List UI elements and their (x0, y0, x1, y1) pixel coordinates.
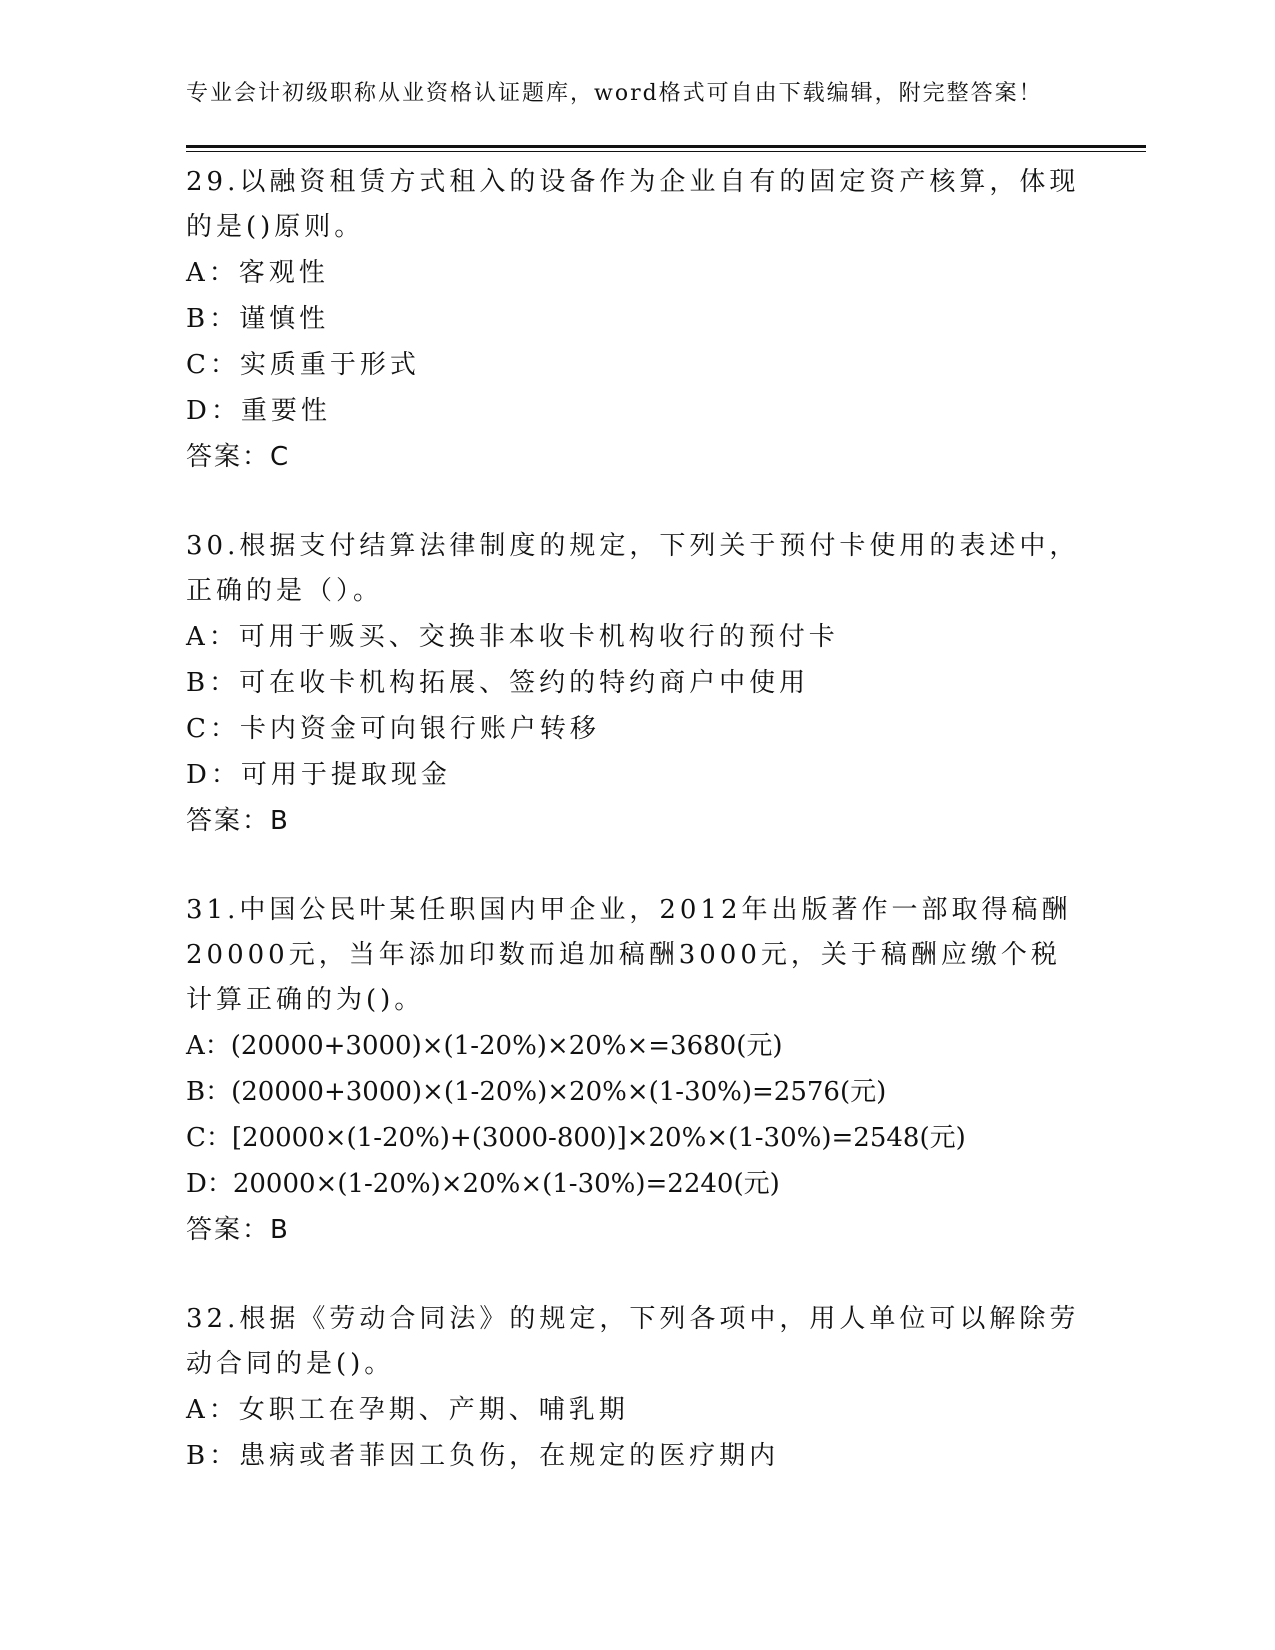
option-c: C：实质重于形式 (186, 350, 420, 380)
option-c: C：[20000×(1-20%)+(3000-800)]×20%×(1-30%)=2548(元) (186, 1123, 966, 1153)
question-30 (186, 524, 1086, 844)
question-stem: 29.以融资租赁方式租入的设备作为企业自有的固定资产核算，体现的是()原则。 (186, 167, 1080, 242)
question-list (186, 160, 1086, 1523)
option-d: D：可用于提取现金 (186, 760, 451, 790)
option-a: A：可用于贩买、交换非本收卡机构收行的预付卡 (186, 622, 839, 652)
header-rule-thick (186, 145, 1146, 148)
question-32 (186, 1297, 1086, 1479)
question-29 (186, 160, 1086, 480)
header-rule-thin (186, 151, 1146, 152)
option-d: D：重要性 (186, 396, 331, 426)
option-a: A：(20000+3000)×(1-20%)×20%×=3680(元) (186, 1031, 783, 1061)
option-b: B：患病或者菲因工负伤，在规定的医疗期内 (186, 1441, 780, 1471)
answer-line: 答案：B (186, 1215, 290, 1245)
page-header: 专业会计初级职称从业资格认证题库，word格式可自由下载编辑，附完整答案！ (186, 81, 1043, 106)
option-b: B：(20000+3000)×(1-20%)×20%×(1-30%)=2576(元) (186, 1077, 887, 1107)
question-stem: 30.根据支付结算法律制度的规定，下列关于预付卡使用的表述中，正确的是（）。 (186, 531, 1080, 606)
answer-line: 答案：C (186, 442, 291, 472)
option-b: B：可在收卡机构拓展、签约的特约商户中使用 (186, 668, 810, 698)
option-a: A：客观性 (186, 258, 329, 288)
answer-line: 答案：B (186, 806, 290, 836)
question-stem: 31.中国公民叶某任职国内甲企业，2012年出版著作一部取得稿酬20000元，当年添加印数而追加稿酬3000元，关于稿酬应缴个税计算正确的为()。 (186, 895, 1072, 1015)
option-b: B：谨慎性 (186, 304, 330, 334)
question-stem: 32.根据《劳动合同法》的规定，下列各项中，用人单位可以解除劳动合同的是()。 (186, 1304, 1080, 1379)
question-31 (186, 888, 1086, 1253)
option-c: C：卡内资金可向银行账户转移 (186, 714, 600, 744)
option-a: A：女职工在孕期、产期、哺乳期 (186, 1395, 629, 1425)
option-d: D：20000×(1-20%)×20%×(1-30%)=2240(元) (186, 1169, 780, 1199)
